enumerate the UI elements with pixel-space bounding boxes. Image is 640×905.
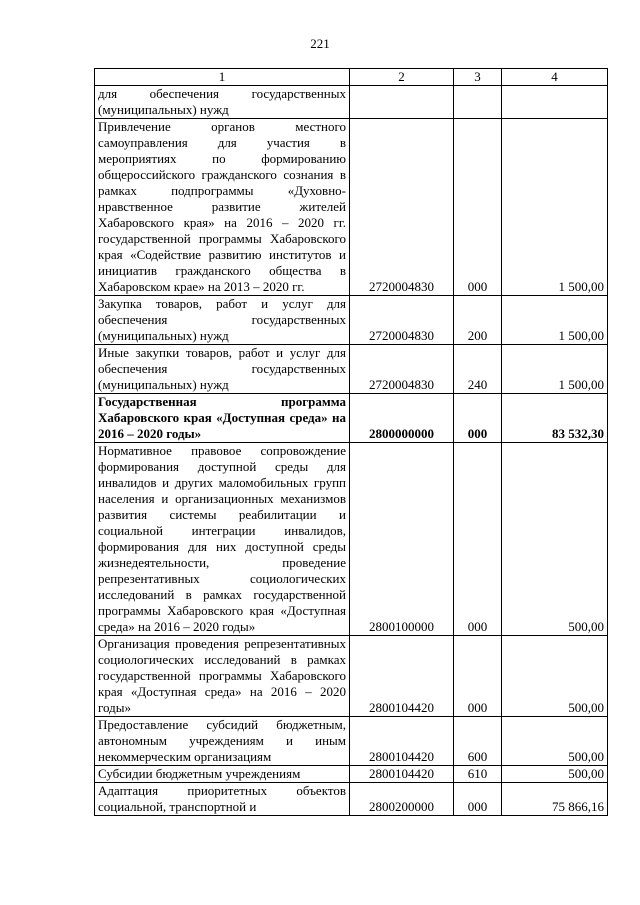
- row-code: 2720004830: [350, 296, 454, 345]
- row-name: Государственная программа Хабаровского края «Доступная среда» на 2016 – 2020 годы»: [95, 394, 350, 443]
- row-amount: 500,00: [502, 636, 608, 717]
- row-amount: 1 500,00: [502, 296, 608, 345]
- row-name: Привлечение органов местного самоуправления для участия в мероприятиях по формированию общероссийского гражданского сознания в рамках подпрограммы «Духовно-нравственное развитие жителей Хабаровского края» на 2016 – 2020 гг. государственной программы Хабаровского края «Содействие развитию институтов и инициатив гражданского общества в Хабаровском крае» на 2013 – 2020 гг.: [95, 119, 350, 296]
- table-row: [95, 783, 608, 816]
- row-amount: 500,00: [502, 717, 608, 766]
- row-code: 2800104420: [350, 636, 454, 717]
- table-row: [95, 717, 608, 766]
- row-code: 2720004830: [350, 119, 454, 296]
- row-name: Организация проведения репрезентативных социологических исследований в рамках государственной программы Хабаровского края «Доступная среда» на 2016 – 2020 годы»: [95, 636, 350, 717]
- table-row: [95, 766, 608, 783]
- row-group: 000: [454, 394, 502, 443]
- page-number: 221: [310, 36, 330, 51]
- row-group: 000: [454, 443, 502, 636]
- table-row: [95, 345, 608, 394]
- row-name: Иные закупки товаров, работ и услуг для обеспечения государственных (муниципальных) нужд: [95, 345, 350, 394]
- table-row: [95, 296, 608, 345]
- row-group: [454, 86, 502, 119]
- row-name: Адаптация приоритетных объектов социальной, транспортной и: [95, 783, 350, 816]
- row-code: 2800100000: [350, 443, 454, 636]
- row-amount: [502, 86, 608, 119]
- header-col-3: 3: [454, 69, 502, 86]
- table-header-row: [95, 69, 608, 86]
- row-code: 2800104420: [350, 717, 454, 766]
- row-amount: 1 500,00: [502, 345, 608, 394]
- header-col-2: 2: [350, 69, 454, 86]
- row-group: 600: [454, 717, 502, 766]
- row-amount: 1 500,00: [502, 119, 608, 296]
- row-amount: 75 866,16: [502, 783, 608, 816]
- row-name: Субсидии бюджетным учреждениям: [95, 766, 350, 783]
- row-group: 000: [454, 636, 502, 717]
- table-row: [95, 636, 608, 717]
- row-amount: 500,00: [502, 443, 608, 636]
- row-name: Нормативное правовое сопровождение формирования доступной среды для инвалидов и других маломобильных групп населения и организационных механизмов развития системы реабилитации и социальной интеграции инвалидов, формирования для них доступной среды жизнедеятельности, проведение репрезентативных социологических исследований в рамках государственной программы Хабаровского края «Доступная среда» на 2016 – 2020 годы»: [95, 443, 350, 636]
- header-col-4: 4: [502, 69, 608, 86]
- row-code: 2800104420: [350, 766, 454, 783]
- row-group: 000: [454, 119, 502, 296]
- row-name: Закупка товаров, работ и услуг для обеспечения государственных (муниципальных) нужд: [95, 296, 350, 345]
- row-group: 000: [454, 783, 502, 816]
- row-amount: 83 532,30: [502, 394, 608, 443]
- row-group: 610: [454, 766, 502, 783]
- row-name: для обеспечения государственных (муниципальных) нужд: [95, 86, 350, 119]
- row-amount: 500,00: [502, 766, 608, 783]
- row-code: [350, 86, 454, 119]
- row-group: 240: [454, 345, 502, 394]
- row-code: 2720004830: [350, 345, 454, 394]
- header-col-1: 1: [95, 69, 350, 86]
- row-name: Предоставление субсидий бюджетным, автономным учреждениям и иным некоммерческим организациям: [95, 717, 350, 766]
- table-row-program: [95, 394, 608, 443]
- table-row: [95, 86, 608, 119]
- table-row: [95, 119, 608, 296]
- table-row: [95, 443, 608, 636]
- budget-table: [94, 68, 608, 816]
- row-code: 2800200000: [350, 783, 454, 816]
- row-group: 200: [454, 296, 502, 345]
- row-code: 2800000000: [350, 394, 454, 443]
